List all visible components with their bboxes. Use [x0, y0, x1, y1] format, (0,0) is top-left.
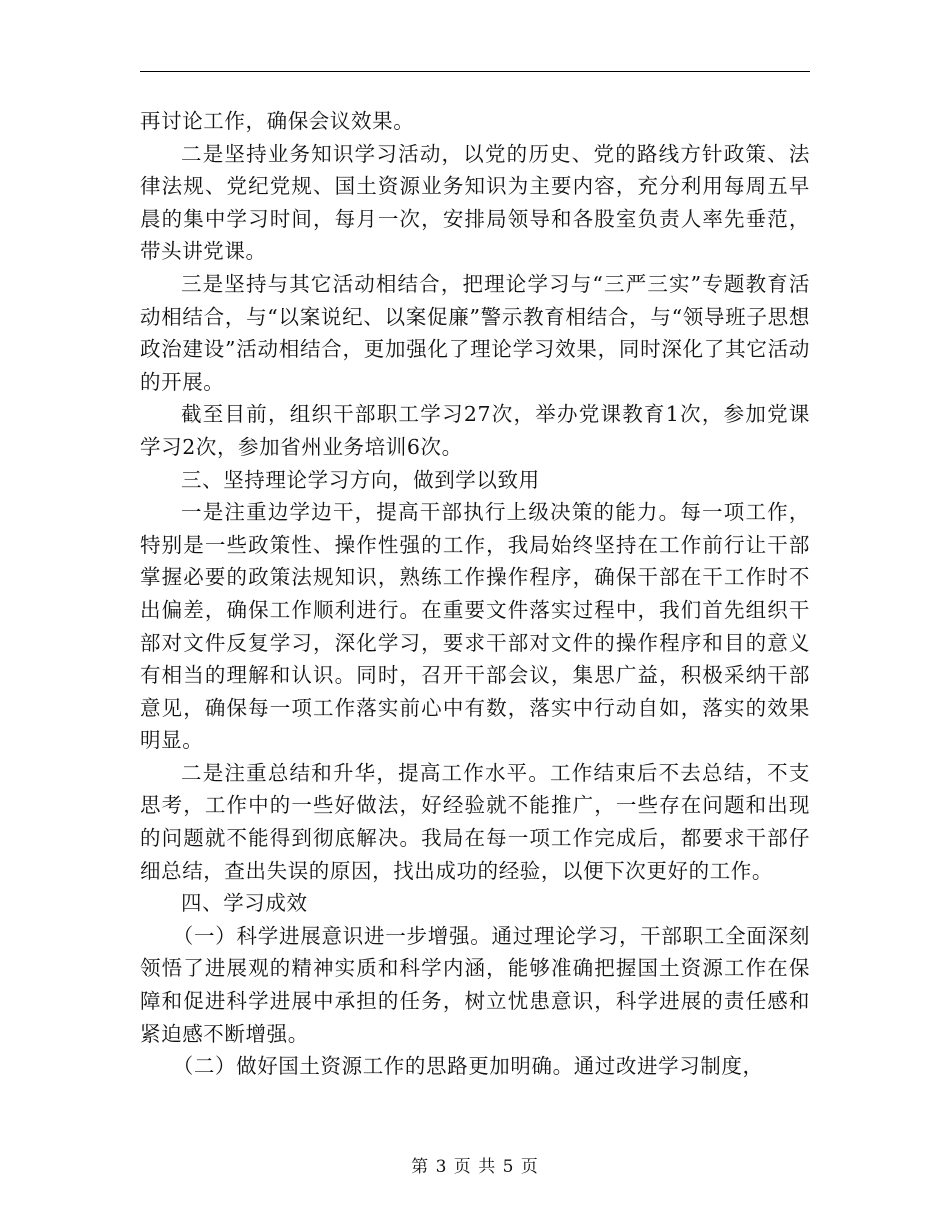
paragraph-statistics: 截至目前，组织干部职工学习27次，举办党课教育1次，参加党课学习2次，参加省州业务培训6次。	[140, 402, 810, 459]
header-rule	[140, 71, 810, 72]
paragraph-combined-activities: 三是坚持与其它活动相结合，把理论学习与“三严三实”专题教育活动相结合，与“以案说纪、以案促廉”警示教育相结合，与“领导班子思想政治建设”活动相结合，更加强化了理论学习效果，同时深化了其它活动的开展。	[140, 271, 810, 394]
paragraph-learn-while-doing: 一是注重边学边干，提高干部执行上级决策的能力。每一项工作，特别是一些政策性、操作性强的工作，我局始终坚持在工作前行让干部掌握必要的政策法规知识，熟练工作操作程序，确保干部在干工作时不出偏差，确保工作顺利进行。在重要文件落实过程中，我们首先组织干部对文件反复学习，深化学习，要求干部对文件的操作程序和目的意义有相当的理解和认识。同时，召开干部会议，集思广益，积极采纳干部意见，确保每一项工作落实前心中有数，落实中行动自如，落实的效果明显。	[140, 500, 810, 753]
paragraph-continuation: 再讨论工作，确保会议效果。	[140, 109, 415, 133]
page-footer: 第 3 页 共 5 页	[411, 1157, 539, 1177]
paragraph-business-study: 二是坚持业务知识学习活动，以党的历史、党的路线方针政策、法律法规、党纪党规、国土资源业务知识为主要内容，充分利用每周五早晨的集中学习时间，每月一次，安排局领导和各股室负责人率先垂范，带头讲党课。	[140, 141, 810, 264]
document-body	[140, 105, 810, 1083]
section-heading-four: 四、学习成效	[181, 891, 308, 916]
section-heading-three: 三、坚持理论学习方向，做到学以致用	[181, 467, 540, 492]
paragraph-result-two: （二）做好国土资源工作的思路更加明确。通过改进学习制度，	[172, 1054, 764, 1079]
paragraph-result-one: （一）科学进展意识进一步增强。通过理论学习，干部职工全面深刻领悟了进展观的精神实质和科学内涵，能够准确把握国土资源工作在保障和促进科学进展中承担的任务，树立忧患意识，科学进展的责任感和紧迫感不断增强。	[140, 923, 810, 1046]
paragraph-summarize: 二是注重总结和升华，提高工作水平。工作结束后不去总结，不支思考，工作中的一些好做法，好经验就不能推广，一些存在问题和出现的问题就不能得到彻底解决。我局在每一项工作完成后，都要求干部仔细总结，查出失误的原因，找出成功的经验，以便下次更好的工作。	[140, 760, 810, 883]
